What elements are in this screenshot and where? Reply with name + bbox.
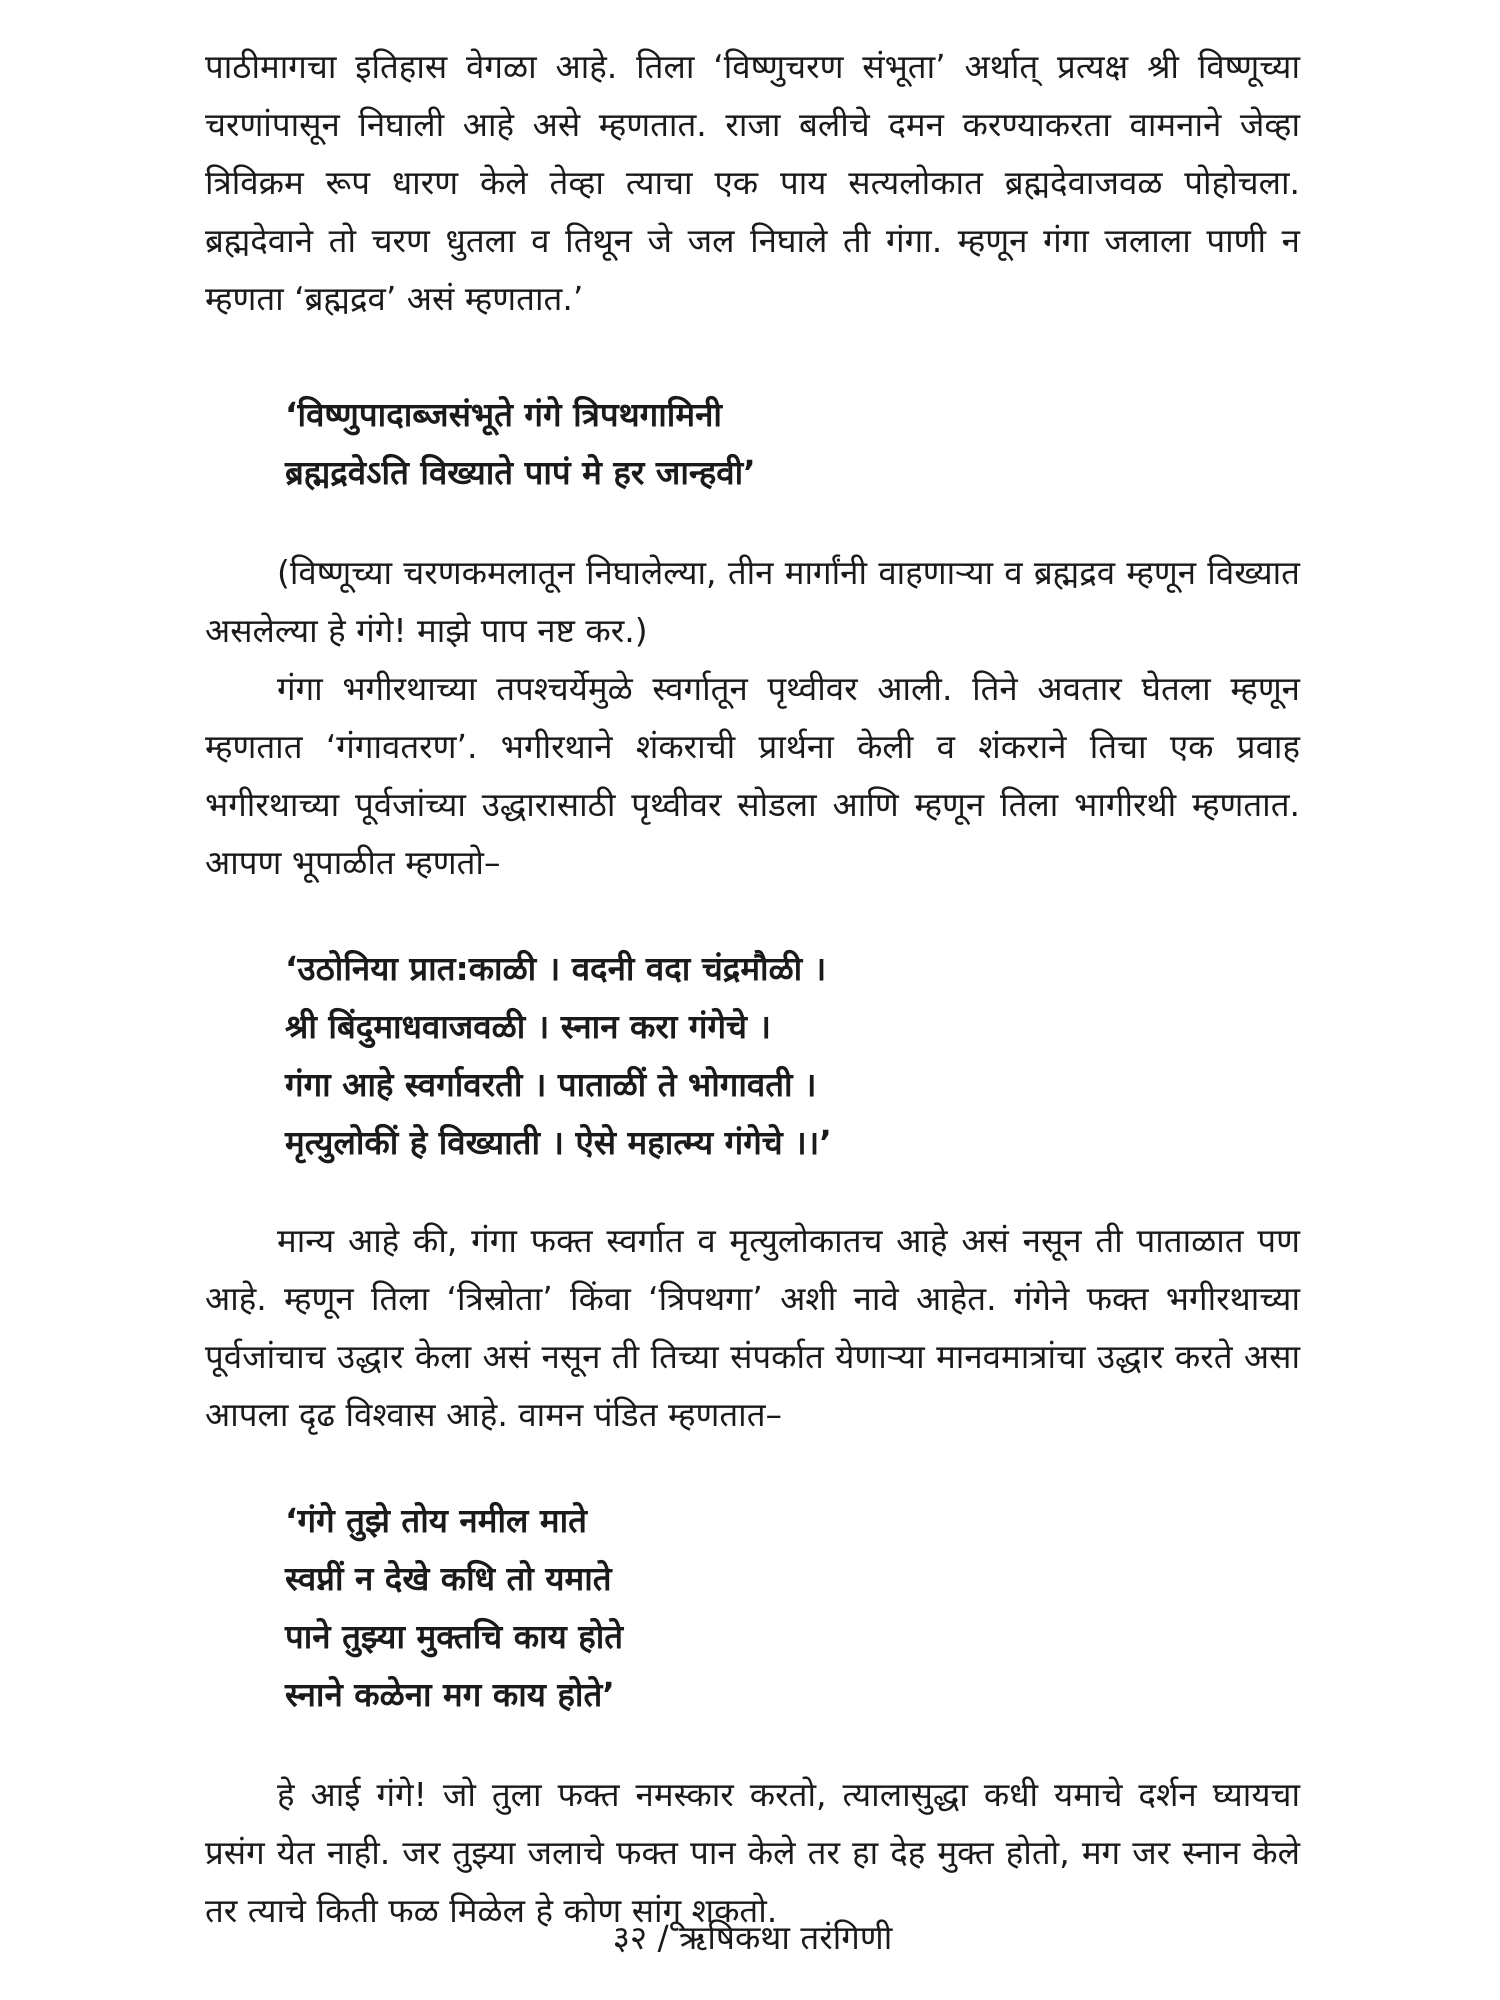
verse-line: पाने तुझ्या मुक्तचि काय होते xyxy=(285,1617,624,1656)
verse-line: ‘विष्णुपादाब्जसंभूते गंगे त्रिपथगामिनी xyxy=(285,395,722,434)
verse-line: गंगा आहे स्वर्गावरती । पाताळीं ते भोगावती । xyxy=(285,1065,817,1104)
paragraph-3: मान्य आहे की, गंगा फक्त स्वर्गात व मृत्युलोकातच आहे असं नसून ती पाताळात पण आहे. म्हणून तिला ‘त्रिस्रोता’ किंवा ‘त्रिपथगा’ अशी नावे आहेत. गंगेने फक्त भगीरथाच्या पूर्वजांचाच उद्धार केला असं नसून ती तिच्या संपर्कात येणाऱ्या मानवमात्रांचा उद्धार करते असा आपला दृढ विश्वास आहे. वामन पंडित म्हणतात– xyxy=(205,1221,1300,1434)
paragraph-4: हे आई गंगे! जो तुला फक्त नमस्कार करतो, त्यालासुद्धा कधी यमाचे दर्शन घ्यायचा प्रसंग येत नाही. जर तुझ्या जलाचे फक्त पान केले तर हा देह मुक्त होतो, मग जर स्नान केले तर त्याचे किती फळ मिळेल हे कोण सांगू शकतो. xyxy=(205,1775,1300,1930)
verse-2 xyxy=(285,940,1300,1172)
verse-1 xyxy=(285,386,1300,502)
verse-line: श्री बिंदुमाधवाजवळी । स्नान करा गंगेचे । xyxy=(285,1007,771,1046)
paragraph-2: गंगा भगीरथाच्या तपश्चर्येमुळे स्वर्गातून पृथ्वीवर आली. तिने अवतार घेतला म्हणून म्हणतात ‘गंगावतरण’. भगीरथाने शंकराची प्रार्थना केली व शंकराने तिचा एक प्रवाह भगीरथाच्या पूर्वजांच्या उद्धारासाठी पृथ्वीवर सोडला आणि म्हणून तिला भागीरथी म्हणतात. आपण भूपाळीत म्हणतो– xyxy=(205,669,1300,882)
paragraph-1: पाठीमागचा इतिहास वेगळा आहे. तिला ‘विष्णुचरण संभूता’ अर्थात् प्रत्यक्ष श्री विष्णूच्या चरणांपासून निघाली आहे असे म्हणतात. राजा बलीचे दमन करण्याकरता वामनाने जेव्हा त्रिविक्रम रूप धारण केले तेव्हा त्याचा एक पाय सत्यलोकात ब्रह्मदेवाजवळ पोहोचला. ब्रह्मदेवाने तो चरण धुतला व तिथून जे जल निघाले ती गंगा. म्हणून गंगा जलाला पाणी न म्हणता ‘ब्रह्मद्रव’ असं म्हणतात.’ xyxy=(205,47,1300,318)
page-footer: ३२ / ऋषिकथा तरंगिणी xyxy=(612,1918,893,1957)
verse-line: ‘गंगे तुझे तोय नमील माते xyxy=(285,1501,587,1540)
verse-line: मृत्युलोकीं हे विख्याती । ऐसे महात्म्य गंगेचे ।।’ xyxy=(285,1123,832,1162)
verse-line: स्वप्नीं न देखे कधि तो यमाते xyxy=(285,1559,612,1598)
verse-line: स्नाने कळेना मग काय होते’ xyxy=(285,1675,615,1714)
verse-line: ‘उठोनिया प्रात:काळी । वदनी वदा चंद्रमौळी । xyxy=(285,949,827,988)
verse-3 xyxy=(285,1492,1300,1724)
page-content xyxy=(205,38,1300,1968)
verse-line: ब्रह्मद्रवेऽति विख्याते पापं मे हर जान्हवी’ xyxy=(285,453,756,492)
verse-translation: (विष्णूच्या चरणकमलातून निघालेल्या, तीन मार्गांनी वाहणाऱ्या व ब्रह्मद्रव म्हणून विख्यात असलेल्या हे गंगे! माझे पाप नष्ट कर.) xyxy=(205,553,1300,650)
